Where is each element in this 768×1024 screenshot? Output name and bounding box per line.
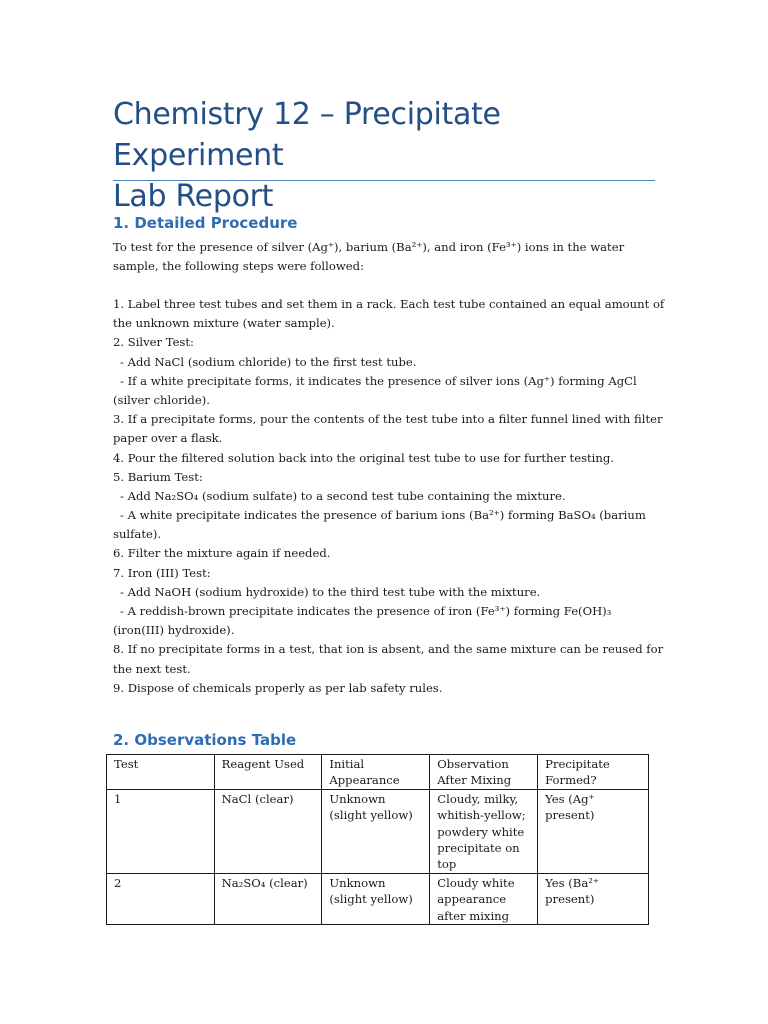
cell-text: powdery white — [437, 824, 525, 839]
procedure-line: the next test. — [113, 661, 191, 676]
cell-text: Cloudy, milky, — [437, 791, 519, 806]
table-header-row — [107, 755, 649, 790]
cell-text: top — [437, 857, 457, 872]
table-cell — [538, 789, 649, 873]
cell-text: Cloudy white — [437, 875, 515, 890]
header-text: Appearance — [329, 773, 400, 788]
table-header-cell — [107, 755, 215, 790]
header-text: Reagent Used — [221, 757, 305, 771]
procedure-line: - Add NaOH (sodium hydroxide) to the third test tube with the mixture. — [120, 584, 541, 599]
cell-text: NaCl (clear) — [221, 791, 294, 806]
intro-line: sample, the following steps were followed: — [113, 259, 364, 274]
procedure-line: 7. Iron (III) Test: — [113, 565, 211, 580]
table-cell — [430, 789, 538, 873]
procedure-line: 2. Silver Test: — [113, 335, 194, 350]
procedure-line: sulfate). — [113, 527, 162, 542]
document-title — [113, 94, 673, 217]
table-row — [107, 873, 649, 924]
observations-heading: 2. Observations Table — [113, 731, 297, 749]
header-text: Observation — [437, 757, 509, 771]
table-cell — [322, 873, 430, 924]
table-header-cell — [322, 755, 430, 790]
title-line-2: Lab Report — [113, 179, 274, 214]
cell-text: Yes (Ag⁺ — [545, 791, 595, 806]
procedure-line: - If a white precipitate forms, it indicates the presence of silver ions (Ag⁺) forming AgCl — [120, 373, 637, 388]
cell-text: present) — [545, 892, 595, 907]
cell-text: (slight yellow) — [329, 808, 413, 823]
table-header-cell — [538, 755, 649, 790]
procedure-line: paper over a flask. — [113, 431, 223, 446]
procedure-heading: 1. Detailed Procedure — [113, 214, 298, 232]
intro-line: To test for the presence of silver (Ag⁺), barium (Ba²⁺), and iron (Fe³⁺) ions in the water — [113, 240, 625, 254]
header-text: Formed? — [545, 773, 597, 788]
title-divider — [113, 180, 655, 181]
procedure-steps — [113, 295, 665, 698]
procedure-line: 6. Filter the mixture again if needed. — [113, 546, 331, 561]
procedure-line: - A reddish-brown precipitate indicates the presence of iron (Fe³⁺) forming Fe(OH)₃ — [120, 604, 612, 618]
cell-text: Na₂SO₄ (clear) — [221, 875, 308, 890]
procedure-line: - A white precipitate indicates the presence of barium ions (Ba²⁺) forming BaSO₄ (barium — [120, 508, 646, 523]
procedure-line: the unknown mixture (water sample). — [113, 316, 335, 331]
header-text: Test — [114, 757, 139, 771]
table-cell — [214, 873, 322, 924]
header-text: Precipitate — [545, 757, 610, 771]
table-header-cell — [430, 755, 538, 790]
procedure-line: 8. If no precipitate forms in a test, that ion is absent, and the same mixture can be reused for — [113, 642, 664, 657]
header-text: After Mixing — [437, 773, 512, 788]
table-cell — [107, 789, 215, 873]
cell-text: appearance — [437, 892, 507, 907]
cell-text: whitish-yellow; — [437, 808, 526, 823]
table-cell — [430, 873, 538, 924]
cell-text: 1 — [114, 791, 122, 806]
cell-text: Unknown — [329, 875, 386, 890]
table-cell — [538, 873, 649, 924]
procedure-line: - Add NaCl (sodium chloride) to the first test tube. — [120, 354, 417, 369]
table-cell — [214, 789, 322, 873]
cell-text: (slight yellow) — [329, 892, 413, 907]
header-text: Initial — [329, 757, 365, 771]
table-row — [107, 789, 649, 873]
cell-text: after mixing — [437, 908, 510, 923]
procedure-line: 5. Barium Test: — [113, 469, 203, 484]
procedure-line: 4. Pour the filtered solution back into the original test tube to use for further testing. — [113, 450, 614, 465]
observations-table — [106, 754, 649, 925]
procedure-line: 9. Dispose of chemicals properly as per lab safety rules. — [113, 680, 443, 695]
cell-text: Unknown — [329, 791, 386, 806]
procedure-line: 3. If a precipitate forms, pour the contents of the test tube into a filter funnel lined with filter — [113, 412, 663, 427]
title-line-1: Chemistry 12 – Precipitate Experiment — [113, 97, 501, 173]
cell-text: 2 — [114, 875, 122, 890]
cell-text: precipitate on — [437, 841, 520, 856]
cell-text: present) — [545, 808, 595, 823]
cell-text: Yes (Ba²⁺ — [545, 875, 600, 890]
procedure-intro — [113, 238, 658, 276]
procedure-line: (silver chloride). — [113, 392, 210, 407]
table-cell — [322, 789, 430, 873]
procedure-line: 1. Label three test tubes and set them in a rack. Each test tube contained an equal amount of — [113, 297, 665, 311]
procedure-line: - Add Na₂SO₄ (sodium sulfate) to a second test tube containing the mixture. — [120, 488, 566, 503]
table-cell — [107, 873, 215, 924]
procedure-line: (iron(III) hydroxide). — [113, 623, 235, 638]
table-header-cell — [214, 755, 322, 790]
